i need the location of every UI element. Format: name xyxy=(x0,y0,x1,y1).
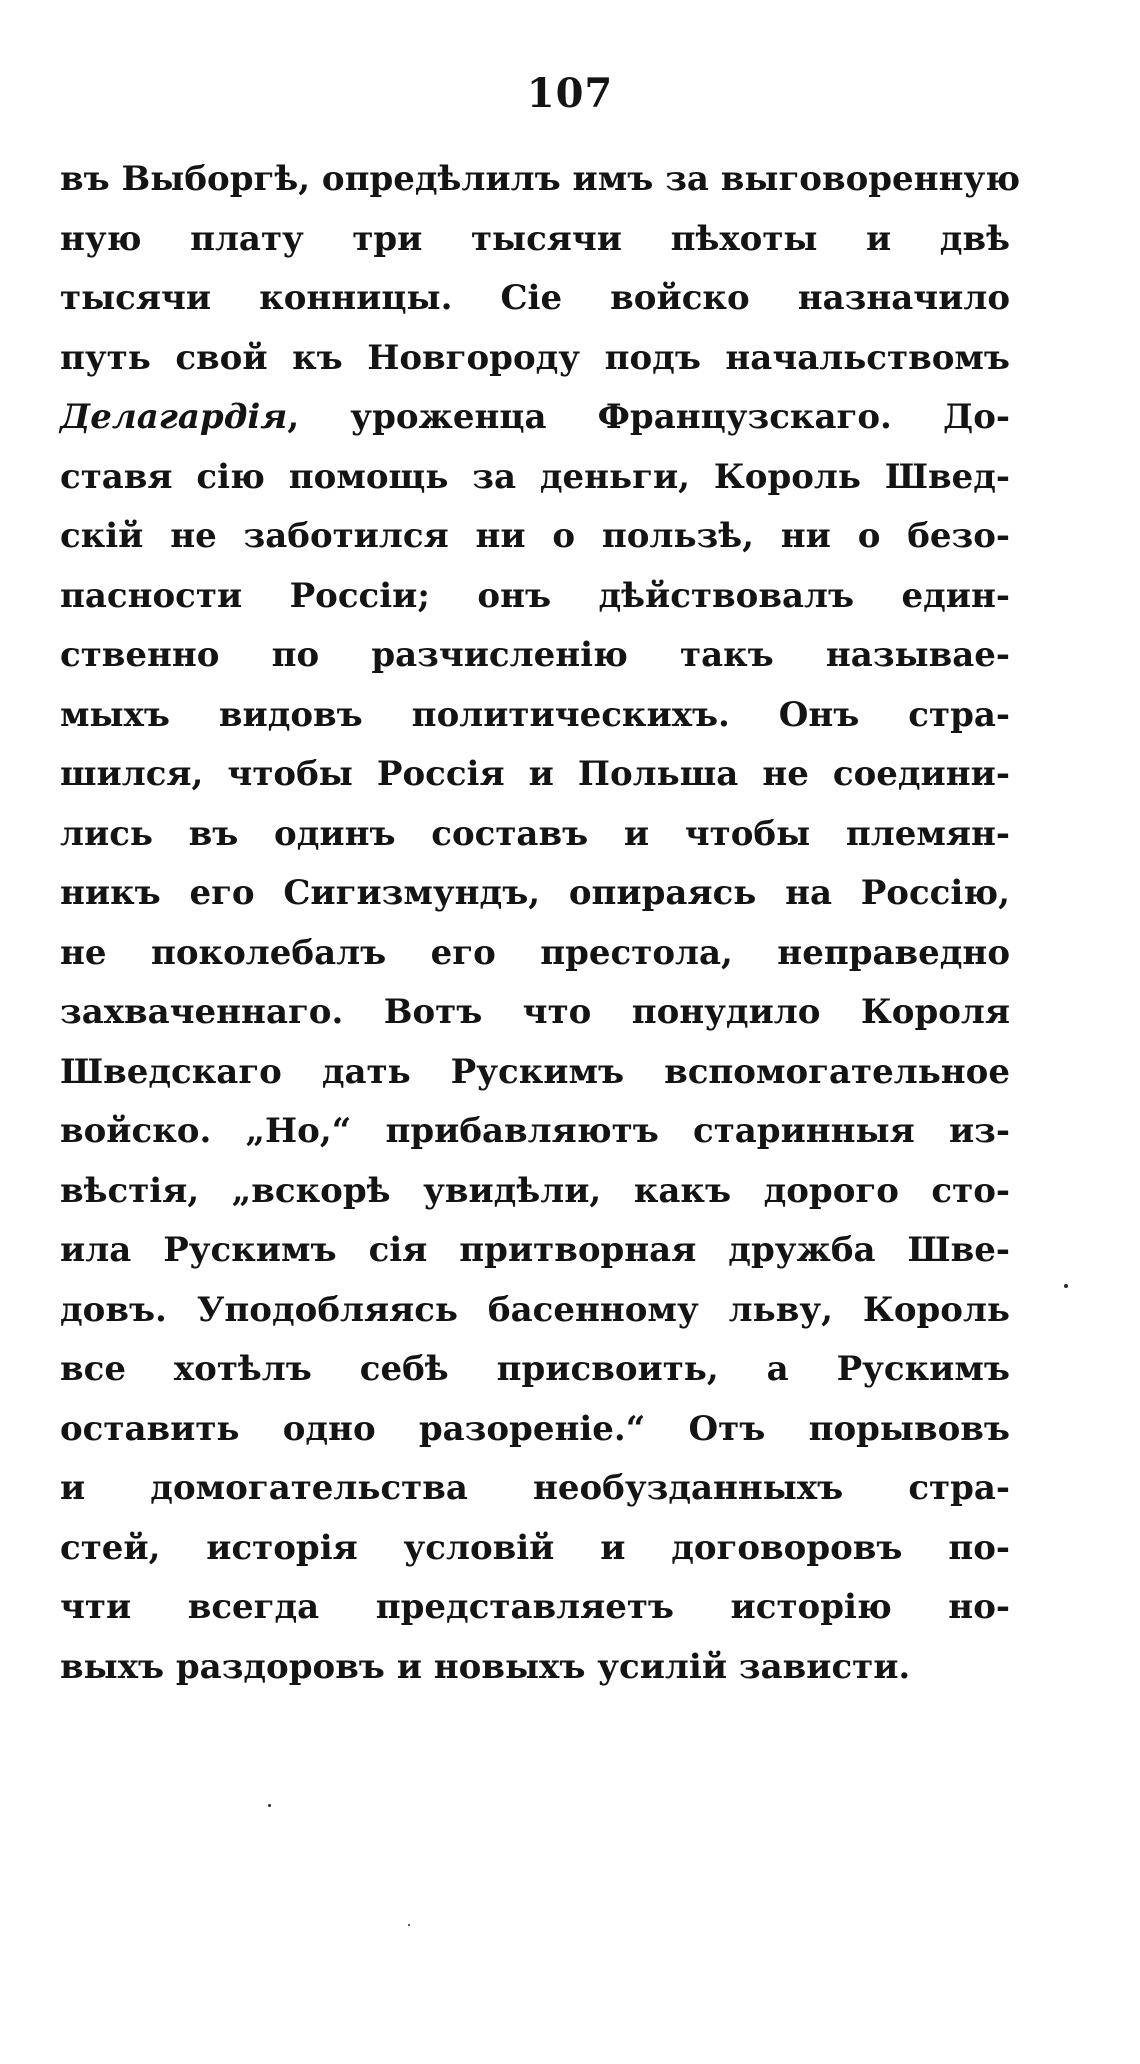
text-line: вѣстiя, „вскорѣ увидѣли, какъ дорого сто- xyxy=(60,1170,1010,1211)
italic-name: Делагардiя xyxy=(60,397,288,437)
text-line: все хотѣлъ себѣ присвоить, а Рускимъ xyxy=(60,1349,1010,1389)
text-line-rest: , уроженца Французскаго. До- xyxy=(287,397,1010,437)
text-line: шился, чтобы Россiя и Польша не соедини- xyxy=(60,754,1010,794)
text-line: путь свой къ Новгороду подъ начальствомъ xyxy=(60,337,1010,378)
text-line: захваченнаго. Вотъ что понудило Короля xyxy=(60,992,1010,1032)
body-text xyxy=(60,150,1021,1697)
text-line: ственно по разчисленiю такъ называе- xyxy=(60,635,1010,675)
text-line: войско. „Но,“ прибавляютъ старинныя из- xyxy=(60,1111,1010,1151)
text-line: ставя сiю помощь за деньги, Король Швед- xyxy=(60,456,1010,497)
text-line: скiй не заботился ни о пользѣ, ни о безо- xyxy=(60,516,1010,556)
print-speck xyxy=(408,1924,410,1926)
print-speck xyxy=(1064,1284,1068,1288)
text-line: не поколебалъ его престола, неправедно xyxy=(60,932,1010,973)
text-line: довъ. Уподобляясь басенному льву, Король xyxy=(60,1289,1010,1330)
text-line: чти всегда представляетъ исторiю но- xyxy=(60,1587,1010,1627)
text-line: пасности Россiи; онъ дѣйствовалъ един- xyxy=(60,575,1010,616)
print-speck xyxy=(268,1804,271,1807)
text-line: и домогательства необузданныхъ стра- xyxy=(60,1468,1010,1508)
text-line: стей, исторiя условiй и договоровъ по- xyxy=(60,1527,1010,1568)
text-line: никъ его Сигизмундъ, опираясь на Россiю, xyxy=(60,873,1010,913)
text-line xyxy=(60,388,1010,448)
text-line: оставить одно разоренiе.“ Отъ порывовъ xyxy=(60,1408,1010,1449)
text-line: въ Выборгѣ, опредѣлилъ имъ за выговоренную xyxy=(60,159,1021,199)
text-line: мыхъ видовъ политическихъ. Онъ стра- xyxy=(60,694,1010,735)
text-line: тысячи конницы. Сiе войско назначило xyxy=(60,278,1010,318)
text-line: Шведскаго дать Рускимъ вспомогательное xyxy=(60,1051,1010,1092)
page-number: 107 xyxy=(526,70,614,117)
text-line: лись въ одинъ составъ и чтобы племян- xyxy=(60,813,1010,854)
text-line: ную плату три тысячи пѣхоты и двѣ xyxy=(60,218,1010,259)
text-line: выхъ раздоровъ и новыхъ усилiй зависти. xyxy=(60,1646,911,1687)
text-line: ила Рускимъ сiя притворная дружба Шве- xyxy=(60,1230,1010,1270)
